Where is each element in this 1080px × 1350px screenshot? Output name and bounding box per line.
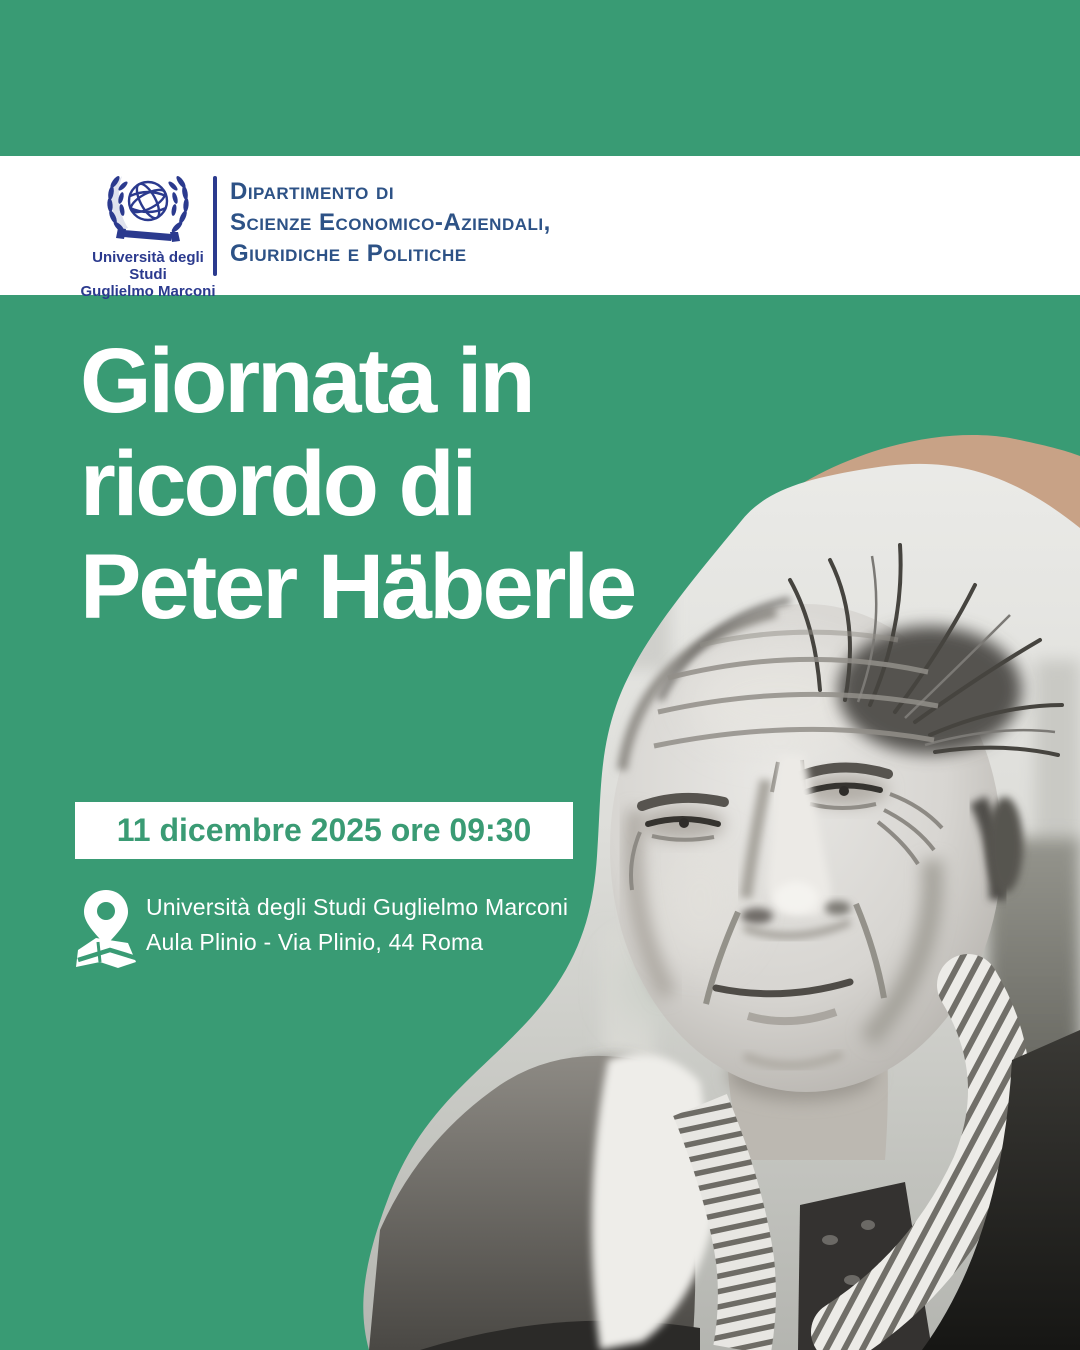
event-datetime: 11 dicembre 2025 ore 09:30 bbox=[116, 812, 532, 848]
department-line3: Giuridiche e Politiche bbox=[230, 240, 467, 267]
title-line1: Giornata in bbox=[80, 330, 533, 432]
location-address: Aula Plinio - Via Plinio, 44 Roma bbox=[146, 929, 484, 955]
location-name: Università degli Studi Guglielmo Marconi bbox=[146, 894, 569, 920]
department-line1: Dipartimento di bbox=[230, 178, 395, 205]
title-line2: ricordo di bbox=[80, 433, 475, 535]
university-name-line2: Guglielmo Marconi bbox=[80, 283, 216, 300]
university-name-line1: Università degli Studi bbox=[92, 249, 204, 283]
title-line3: Peter Häberle bbox=[80, 536, 635, 638]
department-line2: Scienze Economico-Aziendali, bbox=[230, 209, 551, 236]
